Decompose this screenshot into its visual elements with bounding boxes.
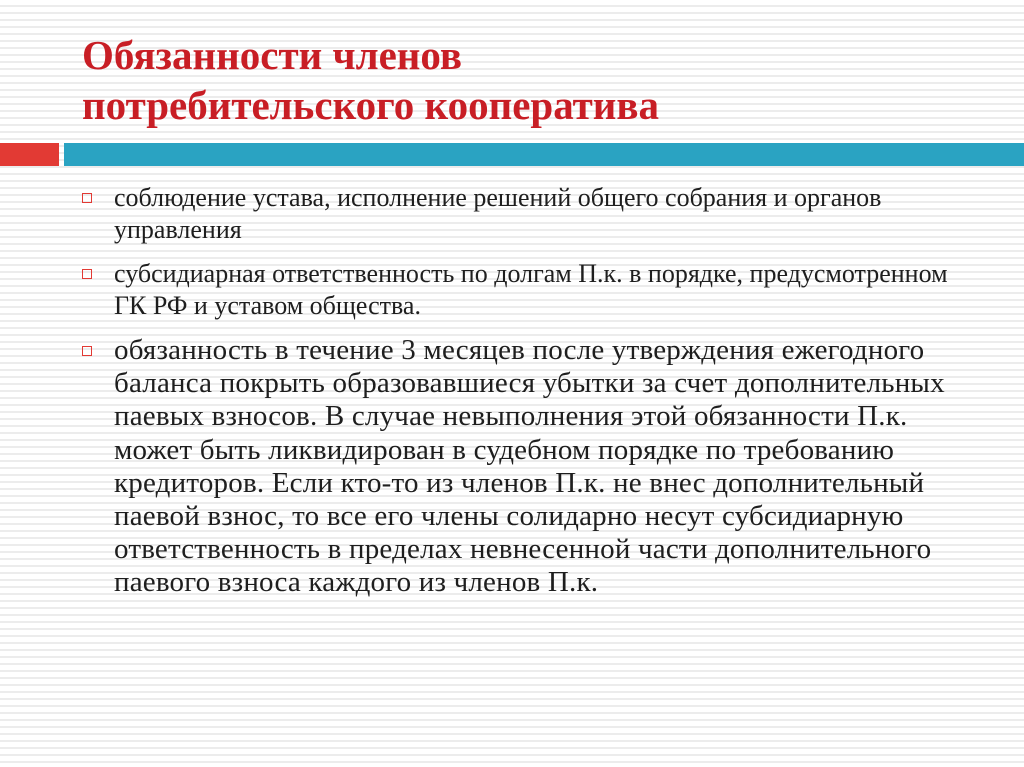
bullet-text: обязанность в течение 3 месяцев после утверждения ежегодного баланса покрыть образовавшиеся убытки за счет дополнительных паевых взносов. В случае невыполнения этой обязанности П.к. может быть ликвидирован в судебном порядке по требованию кредиторов. Если кто-то из членов П.к. не внес дополнительный паевой взнос, то все его члены солидарно несут субсидиарную ответственность в пределах невнесенной части дополнительного паевого взноса каждого из членов П.к. [114,334,945,599]
square-bullet-icon [82,346,92,356]
square-bullet-icon [82,269,92,279]
bullet-text: соблюдение устава, исполнение решений общего собрания и органов управления [114,183,882,244]
slide-title-line-1: Обязанности членов [82,32,463,78]
accent-bar-blue [64,143,1024,166]
bullet-text: субсидиарная ответственность по долгам П.к. в порядке, предусмотренном ГК РФ и уставом общества. [114,259,948,320]
slide-title-line-2: потребительского кооператива [82,82,660,128]
bullet-list [82,182,982,600]
accent-bar-red [0,143,59,166]
bullet-item [82,182,982,246]
slide-title [82,30,982,130]
bullet-item [82,258,982,322]
bullet-item [82,334,982,600]
square-bullet-icon [82,193,92,203]
